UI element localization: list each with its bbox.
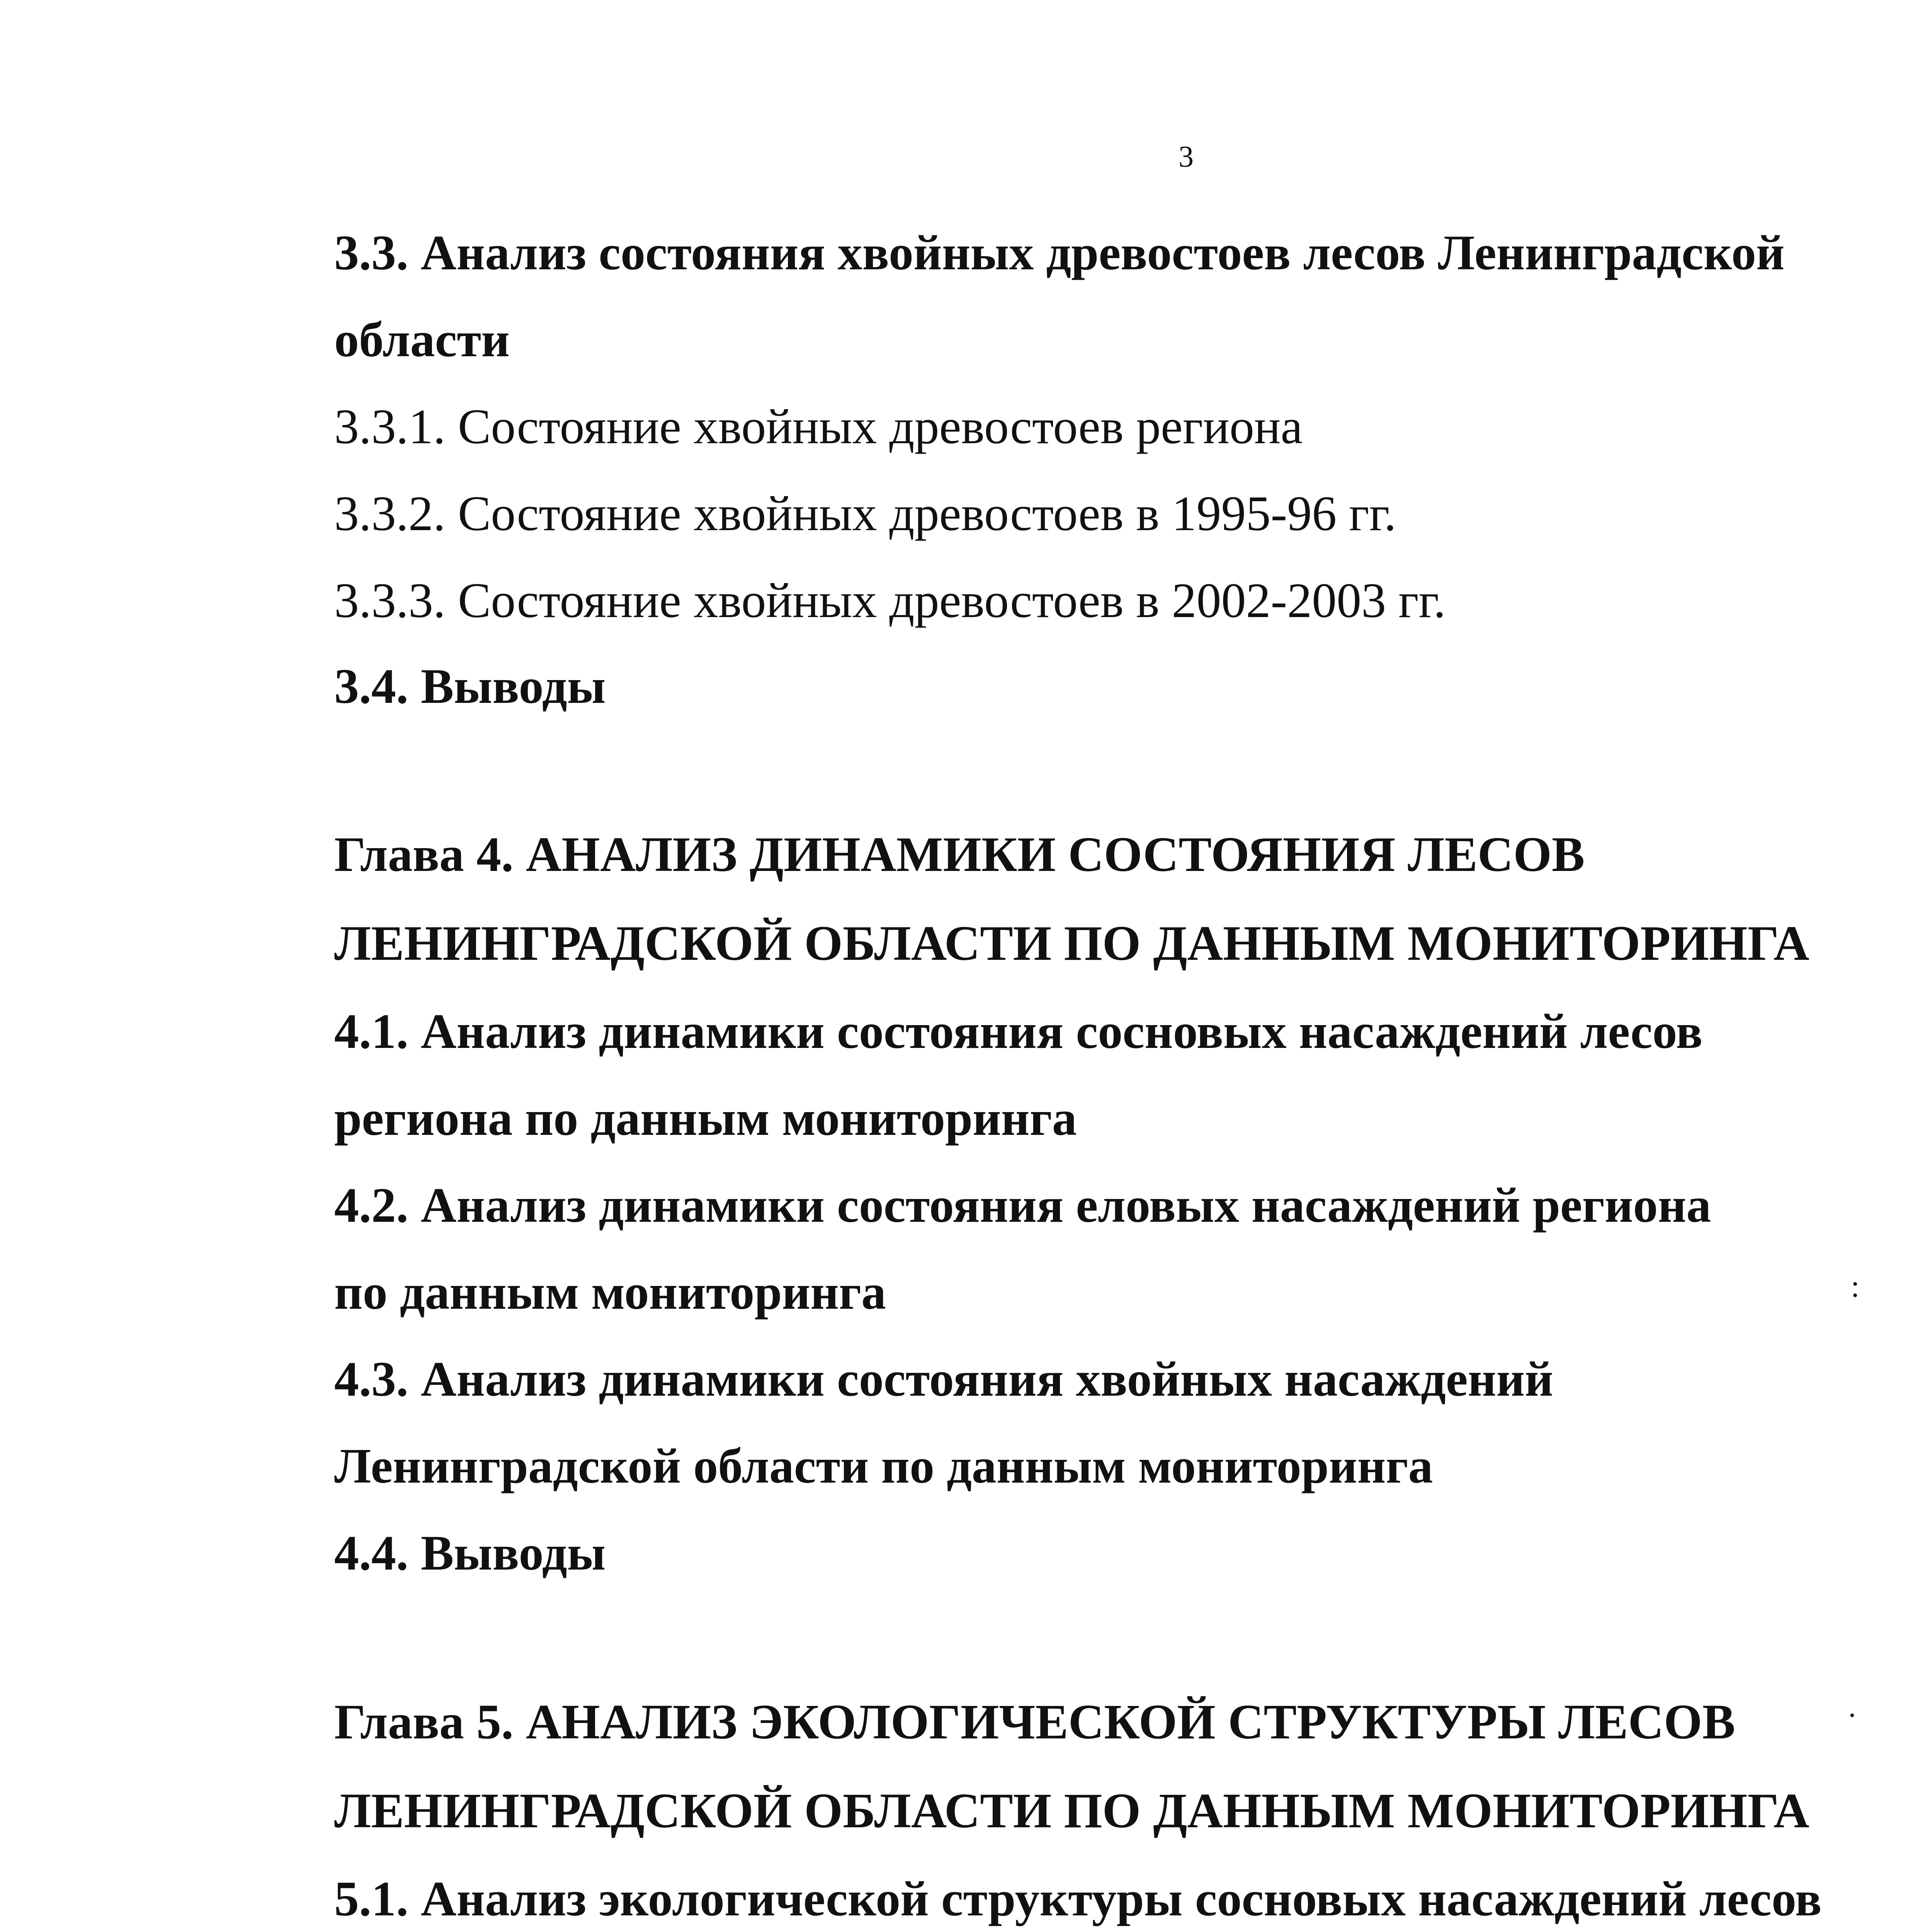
toc-entry-3-4-line-1: 3.4. Выводы — [334, 659, 606, 714]
page-number: 3 — [1179, 139, 1194, 173]
stray-mark: · — [1847, 1699, 1857, 1733]
toc-entry-4-4-line-1: 4.4. Выводы — [334, 1526, 606, 1580]
toc-entry-3-3-3-line-1: 3.3.3. Состояние хвойных древостоев в 2002-2003 гг. — [334, 573, 1446, 628]
toc-entry-4-1-line-1: 4.1. Анализ динамики состояния сосновых насаждений лесов — [334, 1004, 1703, 1059]
toc-entry-3-3-1-line-1: 3.3.1. Состояние хвойных древостоев региона — [334, 399, 1303, 454]
toc-entry-5-1-line-1: 5.1. Анализ экологической структуры сосновых насаждений лесов — [334, 1871, 1822, 1926]
toc-chapter-4-line-2: ЛЕНИНГРАДСКОЙ ОБЛАСТИ ПО ДАННЫМ МОНИТОРИНГА — [334, 916, 1810, 971]
toc-entry-4-1-line-2: региона по данным мониторинга — [334, 1091, 1077, 1146]
toc-chapter-5-line-2: ЛЕНИНГРАДСКОЙ ОБЛАСТИ ПО ДАННЫМ МОНИТОРИНГА — [334, 1783, 1810, 1838]
toc-entry-3-3-line-1: 3.3. Анализ состояния хвойных древостоев лесов Ленинградской — [334, 225, 1785, 280]
toc-entry-3-3-line-2: области — [334, 312, 510, 367]
toc-entry-4-2-line-2: по данным мониторинга — [334, 1265, 886, 1320]
toc-entry-4-2-line-1: 4.2. Анализ динамики состояния еловых насаждений региона — [334, 1178, 1711, 1233]
toc-entry-3-3-2-line-1: 3.3.2. Состояние хвойных древостоев в 1995-96 гг. — [334, 486, 1396, 541]
toc-chapter-5-line-1: Глава 5. АНАЛИЗ ЭКОЛОГИЧЕСКОЙ СТРУКТУРЫ ЛЕСОВ — [334, 1694, 1735, 1749]
toc-chapter-4-line-1: Глава 4. АНАЛИЗ ДИНАМИКИ СОСТОЯНИЯ ЛЕСОВ — [334, 827, 1585, 882]
stray-mark: : — [1851, 1270, 1860, 1304]
toc-entry-4-3-line-1: 4.3. Анализ динамики состояния хвойных насаждений — [334, 1352, 1553, 1406]
toc-entry-4-3-line-2: Ленинградской области по данным мониторинга — [334, 1439, 1433, 1493]
